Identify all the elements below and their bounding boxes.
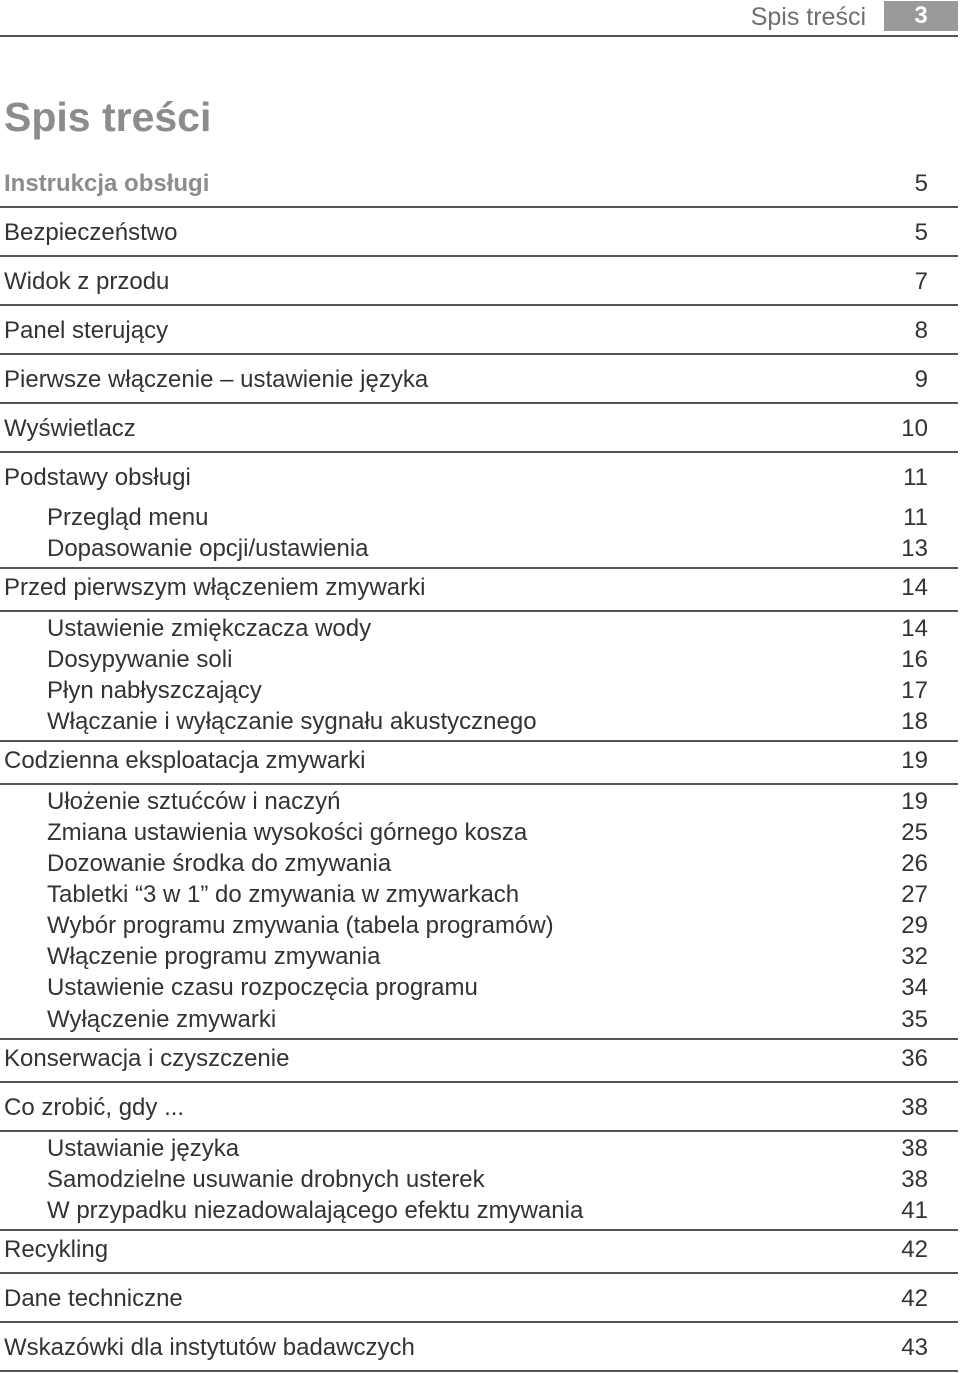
toc-entry-page-number: 13 <box>901 535 928 562</box>
toc-entry-label: Dosypywanie soli <box>47 646 233 673</box>
toc-entry-label: Płyn nabłyszczający <box>47 677 262 704</box>
header-page-number: 3 <box>884 1 958 31</box>
toc-entry-page-number: 38 <box>901 1094 928 1121</box>
toc-subentry <box>0 1195 958 1231</box>
toc-entry-label: Codzienna eksploatacja zmywarki <box>4 747 366 774</box>
toc-entry-label: Ustawianie języka <box>47 1135 240 1162</box>
toc-entry-label: Wyświetlacz <box>4 415 136 442</box>
toc-entry-page-number: 29 <box>901 912 928 939</box>
toc-entry-page-number: 8 <box>914 317 928 344</box>
toc-entry-page-number: 17 <box>901 677 928 704</box>
toc-subentry <box>0 941 958 972</box>
toc-entry-page-number: 34 <box>901 974 928 1001</box>
toc-entry-label: W przypadku niezadowalającego efektu zmywania <box>47 1197 584 1224</box>
toc-subentry <box>0 879 958 910</box>
toc-subentry <box>0 786 958 817</box>
toc-entry-page-number: 11 <box>903 464 928 491</box>
toc-entry-page-number: 5 <box>914 170 928 197</box>
toc-subentry <box>0 910 958 941</box>
toc-entry <box>0 1043 958 1083</box>
toc-entry <box>0 462 958 493</box>
toc-entry-label: Podstawy obsługi <box>4 464 191 491</box>
toc-subentry <box>0 502 958 533</box>
toc-entry-label: Widok z przodu <box>4 268 170 295</box>
toc-entry-page-number: 42 <box>901 1236 928 1263</box>
toc-subentry <box>0 644 958 675</box>
toc-entry-page-number: 11 <box>903 504 928 531</box>
toc-entry-page-number: 32 <box>901 943 928 970</box>
toc-entry-label: Tabletki “3 w 1” do zmywania w zmywarkach <box>47 881 520 908</box>
toc-entry-label: Dozowanie środka do zmywania <box>47 850 392 877</box>
toc-entry-page-number: 41 <box>901 1197 928 1224</box>
toc-entry-page-number: 36 <box>901 1045 928 1072</box>
toc-subentry <box>0 613 958 644</box>
toc-entry-label: Wyłączenie zmywarki <box>47 1006 277 1033</box>
toc-entry-page-number: 35 <box>901 1006 928 1033</box>
page-title: Spis treści <box>4 94 212 140</box>
toc-entry-label: Bezpieczeństwo <box>4 219 178 246</box>
toc-entry <box>0 168 958 208</box>
toc-entry-page-number: 19 <box>901 788 928 815</box>
toc-entry-page-number: 43 <box>901 1334 928 1361</box>
toc-entry-page-number: 19 <box>901 747 928 774</box>
toc-entry-page-number: 14 <box>901 615 928 642</box>
toc-entry-page-number: 5 <box>914 219 928 246</box>
toc-entry-page-number: 10 <box>901 415 928 442</box>
toc-entry-page-number: 9 <box>914 366 928 393</box>
toc-subentry <box>0 972 958 1003</box>
toc-entry-label: Ustawienie czasu rozpoczęcia programu <box>47 974 478 1001</box>
toc-entry-label: Włączanie i wyłączanie sygnału akustycznego <box>47 708 537 735</box>
toc-entry-page-number: 42 <box>901 1285 928 1312</box>
toc-entry-page-number: 16 <box>901 646 928 673</box>
toc-entry-page-number: 18 <box>901 708 928 735</box>
toc-entry-page-number: 25 <box>901 819 928 846</box>
toc-subentry <box>0 1004 958 1040</box>
toc-entry-label: Ułożenie sztućców i naczyń <box>47 788 341 815</box>
toc-subentry <box>0 1133 958 1164</box>
toc-entry-label: Recykling <box>4 1236 109 1263</box>
toc-entry <box>0 1092 958 1132</box>
toc-entry-label: Włączenie programu zmywania <box>47 943 381 970</box>
toc-subentry <box>0 533 958 569</box>
toc-entry <box>0 364 958 404</box>
toc-subentry <box>0 1164 958 1195</box>
toc-entry-label: Ustawienie zmiękczacza wody <box>47 615 372 642</box>
toc-entry <box>0 315 958 355</box>
toc-entry <box>0 572 958 612</box>
toc-subentry <box>0 848 958 879</box>
toc-entry-label: Pierwsze włączenie – ustawienie języka <box>4 366 429 393</box>
toc-entry-label: Panel sterujący <box>4 317 169 344</box>
toc-entry-label: Zmiana ustawienia wysokości górnego kosza <box>47 819 528 846</box>
toc-entry-page-number: 14 <box>901 574 928 601</box>
toc-entry-label: Co zrobić, gdy ... <box>4 1094 185 1121</box>
toc-entry-label: Dane techniczne <box>4 1285 183 1312</box>
toc-entry <box>0 1234 958 1274</box>
toc-entry-page-number: 27 <box>901 881 928 908</box>
toc-entry-label: Przed pierwszym włączeniem zmywarki <box>4 574 426 601</box>
toc-subentry <box>0 706 958 742</box>
toc-entry-label: Instrukcja obsługi <box>4 170 210 197</box>
toc-entry <box>0 266 958 306</box>
toc-entry-page-number: 26 <box>901 850 928 877</box>
toc-entry <box>0 1332 958 1372</box>
toc-entry-label: Wybór programu zmywania (tabela programów) <box>47 912 554 939</box>
toc-entry-label: Konserwacja i czyszczenie <box>4 1045 290 1072</box>
toc-entry-page-number: 38 <box>901 1166 928 1193</box>
toc-entry-page-number: 38 <box>901 1135 928 1162</box>
header-section-title: Spis treści <box>750 3 866 31</box>
toc-entry-label: Wskazówki dla instytutów badawczych <box>4 1334 415 1361</box>
toc-entry-label: Przegląd menu <box>47 504 209 531</box>
toc-entry-label: Samodzielne usuwanie drobnych usterek <box>47 1166 485 1193</box>
toc-entry <box>0 217 958 257</box>
toc-entry-label: Dopasowanie opcji/ustawienia <box>47 535 369 562</box>
toc-entry-page-number: 7 <box>914 268 928 295</box>
toc-subentry <box>0 817 958 848</box>
toc-entry <box>0 1283 958 1323</box>
toc-entry <box>0 413 958 453</box>
toc-entry <box>0 745 958 785</box>
toc-subentry <box>0 675 958 706</box>
